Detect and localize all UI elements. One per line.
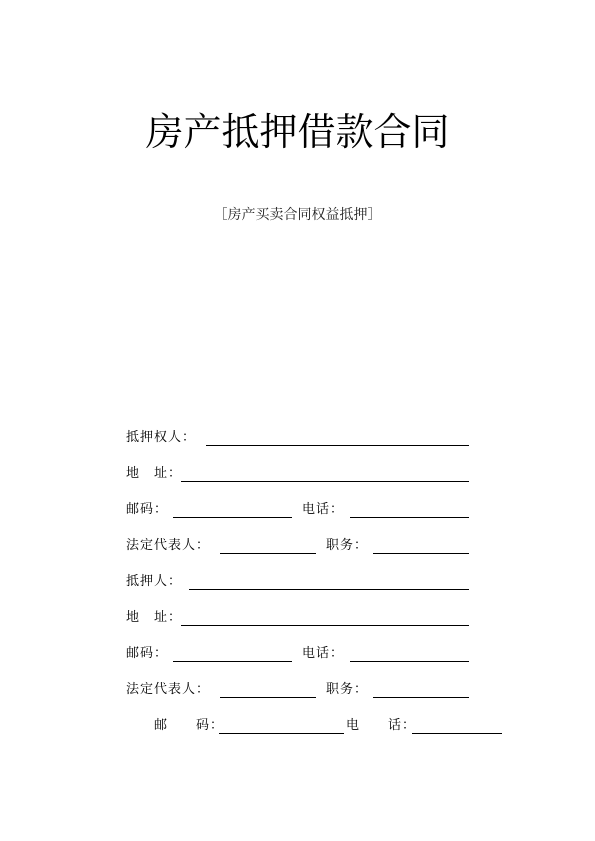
mortgagor-legal-rep-field[interactable]: [220, 697, 316, 698]
mortgagee-field[interactable]: [206, 445, 469, 446]
mortgagee-rep-row: [126, 536, 476, 556]
mortgagor-field[interactable]: [189, 589, 469, 590]
mortgagee-row: [126, 428, 476, 448]
legal-rep-label: 法定代表人：: [126, 538, 211, 553]
legal-rep-label: 法定代表人：: [126, 682, 211, 697]
mortgagee-label: 抵押权人：: [126, 430, 197, 445]
mortgagee-postcode-field[interactable]: [173, 517, 292, 518]
mortgagor-rep-row: [126, 680, 476, 700]
position-label: 职务：: [326, 538, 369, 553]
phone-label: 电 话：: [346, 718, 417, 733]
mortgagor-phone-field[interactable]: [350, 661, 469, 662]
mortgagor-row: [126, 572, 476, 592]
extra-postcode-field[interactable]: [219, 733, 344, 734]
document-title: 房产抵押借款合同: [145, 110, 450, 154]
position-label: 职务：: [326, 682, 369, 697]
phone-label: 电话：: [302, 502, 345, 517]
extra-phone-field[interactable]: [412, 733, 502, 734]
mortgagee-address-field[interactable]: [181, 481, 469, 482]
mortgagee-position-field[interactable]: [373, 553, 469, 554]
mortgagor-position-field[interactable]: [373, 697, 469, 698]
address-label: 地 址：: [126, 610, 183, 625]
postcode-label: 邮 码：: [154, 718, 225, 733]
address-label: 地 址：: [126, 466, 183, 481]
mortgagor-label: 抵押人：: [126, 574, 183, 589]
mortgagor-address-field[interactable]: [181, 625, 469, 626]
mortgagee-legal-rep-field[interactable]: [220, 553, 316, 554]
postcode-label: 邮码：: [126, 646, 169, 661]
mortgagee-phone-field[interactable]: [350, 517, 469, 518]
postcode-label: 邮码：: [126, 502, 169, 517]
mortgagee-address-row: [126, 464, 476, 484]
mortgagor-address-row: [126, 608, 476, 628]
extra-contact-row: [154, 716, 504, 736]
phone-label: 电话：: [302, 646, 345, 661]
mortgagor-contact-row: [126, 644, 476, 664]
mortgagor-postcode-field[interactable]: [173, 661, 292, 662]
mortgagee-contact-row: [126, 500, 476, 520]
document-subtitle: ［房产买卖合同权益抵押］: [213, 207, 382, 223]
